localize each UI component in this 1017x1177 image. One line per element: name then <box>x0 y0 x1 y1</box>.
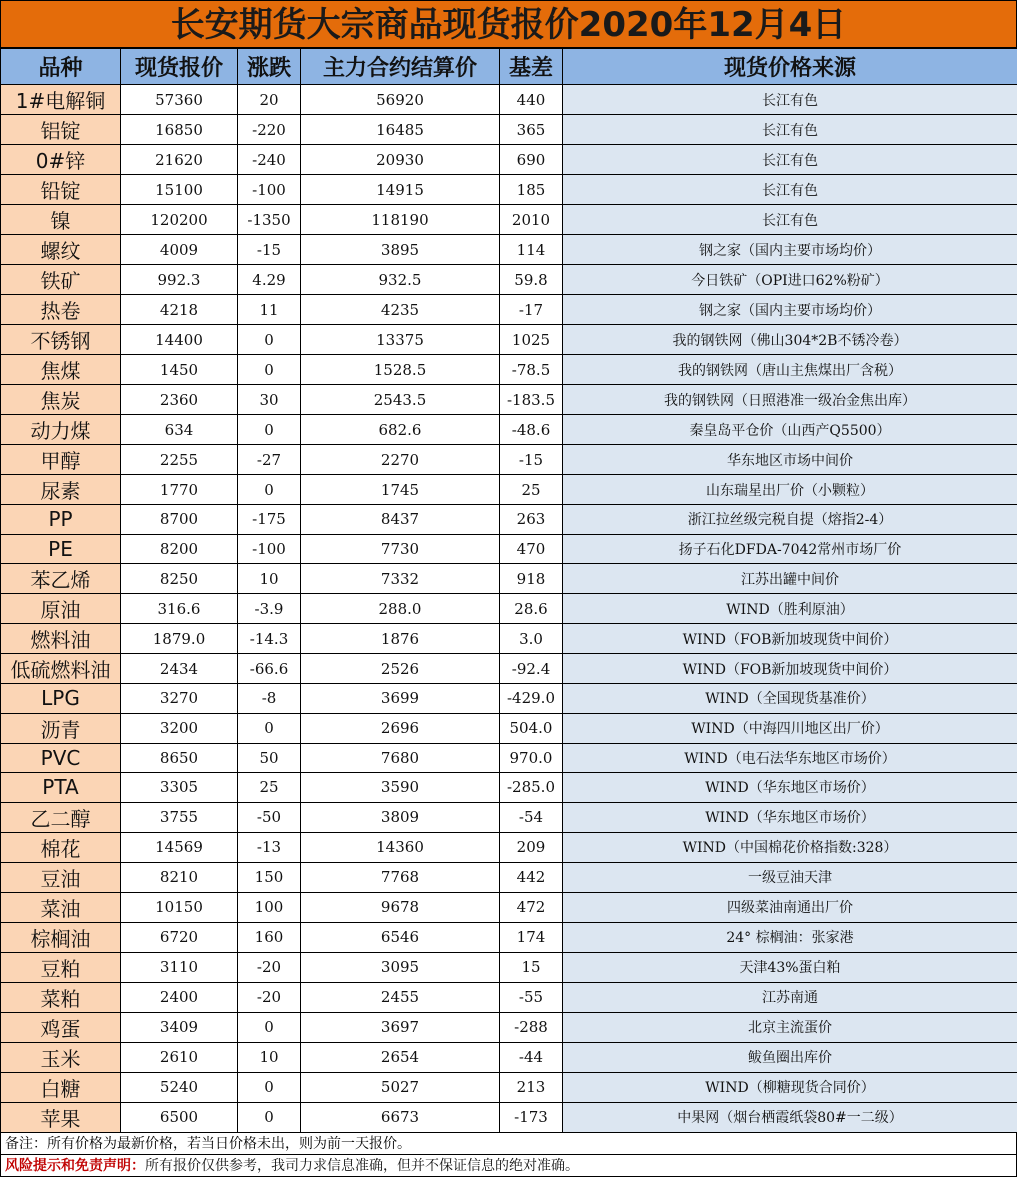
cell-source: WIND（华东地区市场价） <box>563 773 1017 803</box>
cell-spot-price: 120200 <box>121 205 238 235</box>
cell-variety: 尿素 <box>1 475 121 505</box>
cell-source: WIND（FOB新加坡现货中间价） <box>563 654 1017 684</box>
table-row <box>1 773 1017 803</box>
cell-spot-price: 4218 <box>121 295 238 325</box>
cell-basis: 472 <box>500 892 563 922</box>
cell-change: 25 <box>238 773 301 803</box>
cell-settlement: 2543.5 <box>301 385 500 415</box>
cell-variety: 镍 <box>1 205 121 235</box>
cell-variety: 玉米 <box>1 1042 121 1072</box>
cell-change: -50 <box>238 802 301 832</box>
cell-spot-price: 8700 <box>121 505 238 535</box>
cell-source: WIND（华东地区市场价） <box>563 802 1017 832</box>
cell-variety: 苹果 <box>1 1102 121 1132</box>
cell-basis: 504.0 <box>500 713 563 743</box>
header-change: 涨跌 <box>238 49 301 85</box>
cell-change: 0 <box>238 475 301 505</box>
cell-spot-price: 2434 <box>121 654 238 684</box>
cell-spot-price: 57360 <box>121 85 238 115</box>
cell-change: 30 <box>238 385 301 415</box>
cell-change: -13 <box>238 832 301 862</box>
table-row <box>1 1102 1017 1132</box>
cell-basis: 28.6 <box>500 594 563 624</box>
cell-source: 山东瑞星出厂价（小颗粒） <box>563 475 1017 505</box>
cell-change: 10 <box>238 1042 301 1072</box>
cell-basis: 918 <box>500 564 563 594</box>
cell-variety: 苯乙烯 <box>1 564 121 594</box>
cell-settlement: 3699 <box>301 684 500 714</box>
cell-variety: 原油 <box>1 594 121 624</box>
cell-basis: 114 <box>500 235 563 265</box>
cell-settlement: 118190 <box>301 205 500 235</box>
table-row <box>1 385 1017 415</box>
cell-change: -100 <box>238 534 301 564</box>
cell-settlement: 3590 <box>301 773 500 803</box>
cell-settlement: 3095 <box>301 952 500 982</box>
cell-variety: 动力煤 <box>1 415 121 445</box>
cell-settlement: 6673 <box>301 1102 500 1132</box>
table-row <box>1 415 1017 445</box>
cell-source: WIND（FOB新加坡现货中间价） <box>563 624 1017 654</box>
cell-basis: -55 <box>500 982 563 1012</box>
table-row <box>1 1042 1017 1072</box>
cell-source: WIND（胜利原油） <box>563 594 1017 624</box>
cell-source: 秦皇岛平仓价（山西产Q5500） <box>563 415 1017 445</box>
cell-basis: 25 <box>500 475 563 505</box>
cell-spot-price: 6500 <box>121 1102 238 1132</box>
cell-variety: 低硫燃料油 <box>1 654 121 684</box>
cell-variety: 不锈钢 <box>1 325 121 355</box>
cell-change: 0 <box>238 1012 301 1042</box>
cell-spot-price: 1450 <box>121 355 238 385</box>
cell-change: 11 <box>238 295 301 325</box>
cell-basis: -78.5 <box>500 355 563 385</box>
cell-settlement: 2455 <box>301 982 500 1012</box>
page-title: 长安期货大宗商品现货报价2020年12月4日 <box>0 0 1017 48</box>
table-row <box>1 892 1017 922</box>
cell-basis: -285.0 <box>500 773 563 803</box>
table-row <box>1 832 1017 862</box>
table-row <box>1 802 1017 832</box>
cell-variety: 豆油 <box>1 862 121 892</box>
cell-variety: 螺纹 <box>1 235 121 265</box>
header-settlement: 主力合约结算价 <box>301 49 500 85</box>
table-row <box>1 982 1017 1012</box>
table-row <box>1 265 1017 295</box>
cell-basis: -429.0 <box>500 684 563 714</box>
cell-variety: 燃料油 <box>1 624 121 654</box>
cell-change: -20 <box>238 952 301 982</box>
cell-basis: 442 <box>500 862 563 892</box>
cell-variety: 豆粕 <box>1 952 121 982</box>
cell-basis: 213 <box>500 1072 563 1102</box>
cell-source: 北京主流蛋价 <box>563 1012 1017 1042</box>
cell-basis: 59.8 <box>500 265 563 295</box>
table-row <box>1 654 1017 684</box>
cell-settlement: 1528.5 <box>301 355 500 385</box>
cell-change: 150 <box>238 862 301 892</box>
cell-source: 江苏出罐中间价 <box>563 564 1017 594</box>
cell-spot-price: 3305 <box>121 773 238 803</box>
cell-basis: -54 <box>500 802 563 832</box>
cell-basis: -17 <box>500 295 563 325</box>
cell-spot-price: 2400 <box>121 982 238 1012</box>
cell-settlement: 2270 <box>301 445 500 475</box>
cell-change: 0 <box>238 1072 301 1102</box>
disclaimer-line <box>0 1155 1017 1177</box>
cell-settlement: 14915 <box>301 175 500 205</box>
cell-spot-price: 3409 <box>121 1012 238 1042</box>
table-row <box>1 475 1017 505</box>
cell-settlement: 9678 <box>301 892 500 922</box>
cell-change: 0 <box>238 355 301 385</box>
cell-settlement: 7680 <box>301 743 500 773</box>
cell-basis: -288 <box>500 1012 563 1042</box>
cell-source: WIND（全国现货基准价） <box>563 684 1017 714</box>
table-row <box>1 862 1017 892</box>
cell-variety: PTA <box>1 773 121 803</box>
cell-variety: 1#电解铜 <box>1 85 121 115</box>
cell-change: -14.3 <box>238 624 301 654</box>
cell-change: 50 <box>238 743 301 773</box>
table-row <box>1 235 1017 265</box>
cell-spot-price: 8210 <box>121 862 238 892</box>
cell-settlement: 3895 <box>301 235 500 265</box>
cell-spot-price: 14400 <box>121 325 238 355</box>
cell-change: -240 <box>238 145 301 175</box>
table-row <box>1 175 1017 205</box>
cell-variety: 铁矿 <box>1 265 121 295</box>
cell-source: 长江有色 <box>563 85 1017 115</box>
cell-basis: -173 <box>500 1102 563 1132</box>
cell-settlement: 288.0 <box>301 594 500 624</box>
cell-change: 160 <box>238 922 301 952</box>
cell-settlement: 8437 <box>301 505 500 535</box>
cell-variety: PVC <box>1 743 121 773</box>
cell-settlement: 14360 <box>301 832 500 862</box>
cell-change: -1350 <box>238 205 301 235</box>
cell-variety: 白糖 <box>1 1072 121 1102</box>
table-row <box>1 624 1017 654</box>
cell-variety: LPG <box>1 684 121 714</box>
header-row <box>1 49 1017 85</box>
cell-spot-price: 8250 <box>121 564 238 594</box>
cell-basis: 2010 <box>500 205 563 235</box>
cell-spot-price: 5240 <box>121 1072 238 1102</box>
cell-change: 100 <box>238 892 301 922</box>
cell-variety: 甲醇 <box>1 445 121 475</box>
cell-settlement: 56920 <box>301 85 500 115</box>
cell-settlement: 4235 <box>301 295 500 325</box>
cell-change: 4.29 <box>238 265 301 295</box>
cell-settlement: 20930 <box>301 145 500 175</box>
cell-variety: 焦炭 <box>1 385 121 415</box>
cell-spot-price: 16850 <box>121 115 238 145</box>
cell-change: 0 <box>238 415 301 445</box>
table-row <box>1 355 1017 385</box>
table-row <box>1 922 1017 952</box>
table-row <box>1 743 1017 773</box>
cell-variety: 沥青 <box>1 713 121 743</box>
cell-source: 长江有色 <box>563 205 1017 235</box>
cell-source: 钢之家（国内主要市场均价） <box>563 295 1017 325</box>
cell-basis: 3.0 <box>500 624 563 654</box>
cell-spot-price: 3755 <box>121 802 238 832</box>
cell-settlement: 932.5 <box>301 265 500 295</box>
price-table <box>0 48 1017 1133</box>
cell-spot-price: 316.6 <box>121 594 238 624</box>
cell-source: WIND（电石法华东地区市场价） <box>563 743 1017 773</box>
cell-source: 扬子石化DFDA-7042常州市场厂价 <box>563 534 1017 564</box>
cell-change: -66.6 <box>238 654 301 684</box>
disclaimer-label: 风险提示和免责声明： <box>5 1158 145 1174</box>
cell-spot-price: 4009 <box>121 235 238 265</box>
cell-settlement: 2696 <box>301 713 500 743</box>
cell-change: 10 <box>238 564 301 594</box>
cell-basis: -15 <box>500 445 563 475</box>
cell-basis: 365 <box>500 115 563 145</box>
cell-source: WIND（中国棉花价格指数:328） <box>563 832 1017 862</box>
cell-variety: 棉花 <box>1 832 121 862</box>
cell-source: 浙江拉丝级完税自提（熔指2-4） <box>563 505 1017 535</box>
cell-spot-price: 3270 <box>121 684 238 714</box>
cell-change: 0 <box>238 713 301 743</box>
cell-basis: 470 <box>500 534 563 564</box>
cell-basis: 15 <box>500 952 563 982</box>
header-variety: 品种 <box>1 49 121 85</box>
cell-source: 我的钢铁网（佛山304*2B不锈冷卷） <box>563 325 1017 355</box>
cell-spot-price: 3200 <box>121 713 238 743</box>
cell-spot-price: 10150 <box>121 892 238 922</box>
table-row <box>1 952 1017 982</box>
cell-change: 0 <box>238 1102 301 1132</box>
cell-basis: 970.0 <box>500 743 563 773</box>
cell-change: -3.9 <box>238 594 301 624</box>
cell-variety: 铝锭 <box>1 115 121 145</box>
cell-variety: 菜油 <box>1 892 121 922</box>
cell-variety: 鸡蛋 <box>1 1012 121 1042</box>
cell-settlement: 682.6 <box>301 415 500 445</box>
cell-change: -8 <box>238 684 301 714</box>
cell-variety: 铅锭 <box>1 175 121 205</box>
cell-source: 24° 棕榈油：张家港 <box>563 922 1017 952</box>
cell-basis: 1025 <box>500 325 563 355</box>
cell-settlement: 1876 <box>301 624 500 654</box>
cell-basis: 209 <box>500 832 563 862</box>
cell-variety: 乙二醇 <box>1 802 121 832</box>
table-row <box>1 684 1017 714</box>
cell-basis: -48.6 <box>500 415 563 445</box>
cell-basis: 690 <box>500 145 563 175</box>
cell-spot-price: 992.3 <box>121 265 238 295</box>
cell-source: 天津43%蛋白粕 <box>563 952 1017 982</box>
table-row <box>1 534 1017 564</box>
header-source: 现货价格来源 <box>563 49 1017 85</box>
cell-source: 一级豆油天津 <box>563 862 1017 892</box>
cell-source: 长江有色 <box>563 175 1017 205</box>
cell-settlement: 6546 <box>301 922 500 952</box>
cell-spot-price: 8650 <box>121 743 238 773</box>
cell-variety: 焦煤 <box>1 355 121 385</box>
table-row <box>1 325 1017 355</box>
header-basis: 基差 <box>500 49 563 85</box>
cell-change: -100 <box>238 175 301 205</box>
table-row <box>1 145 1017 175</box>
table-row <box>1 594 1017 624</box>
cell-change: 20 <box>238 85 301 115</box>
table-row <box>1 445 1017 475</box>
cell-spot-price: 634 <box>121 415 238 445</box>
cell-spot-price: 2610 <box>121 1042 238 1072</box>
cell-settlement: 16485 <box>301 115 500 145</box>
cell-settlement: 7332 <box>301 564 500 594</box>
cell-basis: -44 <box>500 1042 563 1072</box>
cell-source: WIND（中海四川地区出厂价） <box>563 713 1017 743</box>
cell-settlement: 5027 <box>301 1072 500 1102</box>
cell-settlement: 7768 <box>301 862 500 892</box>
cell-variety: PE <box>1 534 121 564</box>
cell-spot-price: 3110 <box>121 952 238 982</box>
cell-settlement: 13375 <box>301 325 500 355</box>
cell-variety: 热卷 <box>1 295 121 325</box>
cell-settlement: 3697 <box>301 1012 500 1042</box>
cell-source: 鲅鱼圈出库价 <box>563 1042 1017 1072</box>
cell-settlement: 2654 <box>301 1042 500 1072</box>
table-row <box>1 1012 1017 1042</box>
cell-settlement: 2526 <box>301 654 500 684</box>
cell-source: 江苏南通 <box>563 982 1017 1012</box>
cell-basis: 440 <box>500 85 563 115</box>
disclaimer-text: 所有报价仅供参考，我司力求信息准确，但并不保证信息的绝对准确。 <box>145 1158 579 1174</box>
cell-spot-price: 21620 <box>121 145 238 175</box>
cell-basis: 174 <box>500 922 563 952</box>
cell-settlement: 1745 <box>301 475 500 505</box>
cell-basis: 263 <box>500 505 563 535</box>
cell-variety: 菜粕 <box>1 982 121 1012</box>
cell-source: 四级菜油南通出厂价 <box>563 892 1017 922</box>
cell-source: 长江有色 <box>563 145 1017 175</box>
cell-variety: 0#锌 <box>1 145 121 175</box>
cell-variety: PP <box>1 505 121 535</box>
cell-change: -175 <box>238 505 301 535</box>
table-row <box>1 295 1017 325</box>
note-line: 备注：所有价格为最新价格，若当日价格未出，则为前一天报价。 <box>0 1133 1017 1155</box>
cell-change: -15 <box>238 235 301 265</box>
cell-basis: -183.5 <box>500 385 563 415</box>
cell-source: 今日铁矿（OPI进口62%粉矿） <box>563 265 1017 295</box>
cell-change: -220 <box>238 115 301 145</box>
cell-spot-price: 8200 <box>121 534 238 564</box>
cell-settlement: 3809 <box>301 802 500 832</box>
header-spot-price: 现货报价 <box>121 49 238 85</box>
cell-spot-price: 2360 <box>121 385 238 415</box>
cell-spot-price: 15100 <box>121 175 238 205</box>
cell-settlement: 7730 <box>301 534 500 564</box>
cell-source: 我的钢铁网（日照港准一级冶金焦出库） <box>563 385 1017 415</box>
table-row <box>1 85 1017 115</box>
table-row <box>1 205 1017 235</box>
cell-basis: 185 <box>500 175 563 205</box>
table-row <box>1 713 1017 743</box>
table-row <box>1 505 1017 535</box>
cell-basis: -92.4 <box>500 654 563 684</box>
cell-spot-price: 14569 <box>121 832 238 862</box>
cell-source: 钢之家（国内主要市场均价） <box>563 235 1017 265</box>
table-row <box>1 564 1017 594</box>
cell-source: 中果网（烟台栖霞纸袋80#一二级） <box>563 1102 1017 1132</box>
cell-spot-price: 1770 <box>121 475 238 505</box>
cell-spot-price: 2255 <box>121 445 238 475</box>
cell-source: 我的钢铁网（唐山主焦煤出厂含税） <box>563 355 1017 385</box>
cell-source: 长江有色 <box>563 115 1017 145</box>
cell-spot-price: 6720 <box>121 922 238 952</box>
cell-change: -20 <box>238 982 301 1012</box>
cell-change: -27 <box>238 445 301 475</box>
cell-spot-price: 1879.0 <box>121 624 238 654</box>
cell-change: 0 <box>238 325 301 355</box>
cell-source: 华东地区市场中间价 <box>563 445 1017 475</box>
cell-source: WIND（柳糖现货合同价） <box>563 1072 1017 1102</box>
cell-variety: 棕榈油 <box>1 922 121 952</box>
table-row <box>1 115 1017 145</box>
table-row <box>1 1072 1017 1102</box>
